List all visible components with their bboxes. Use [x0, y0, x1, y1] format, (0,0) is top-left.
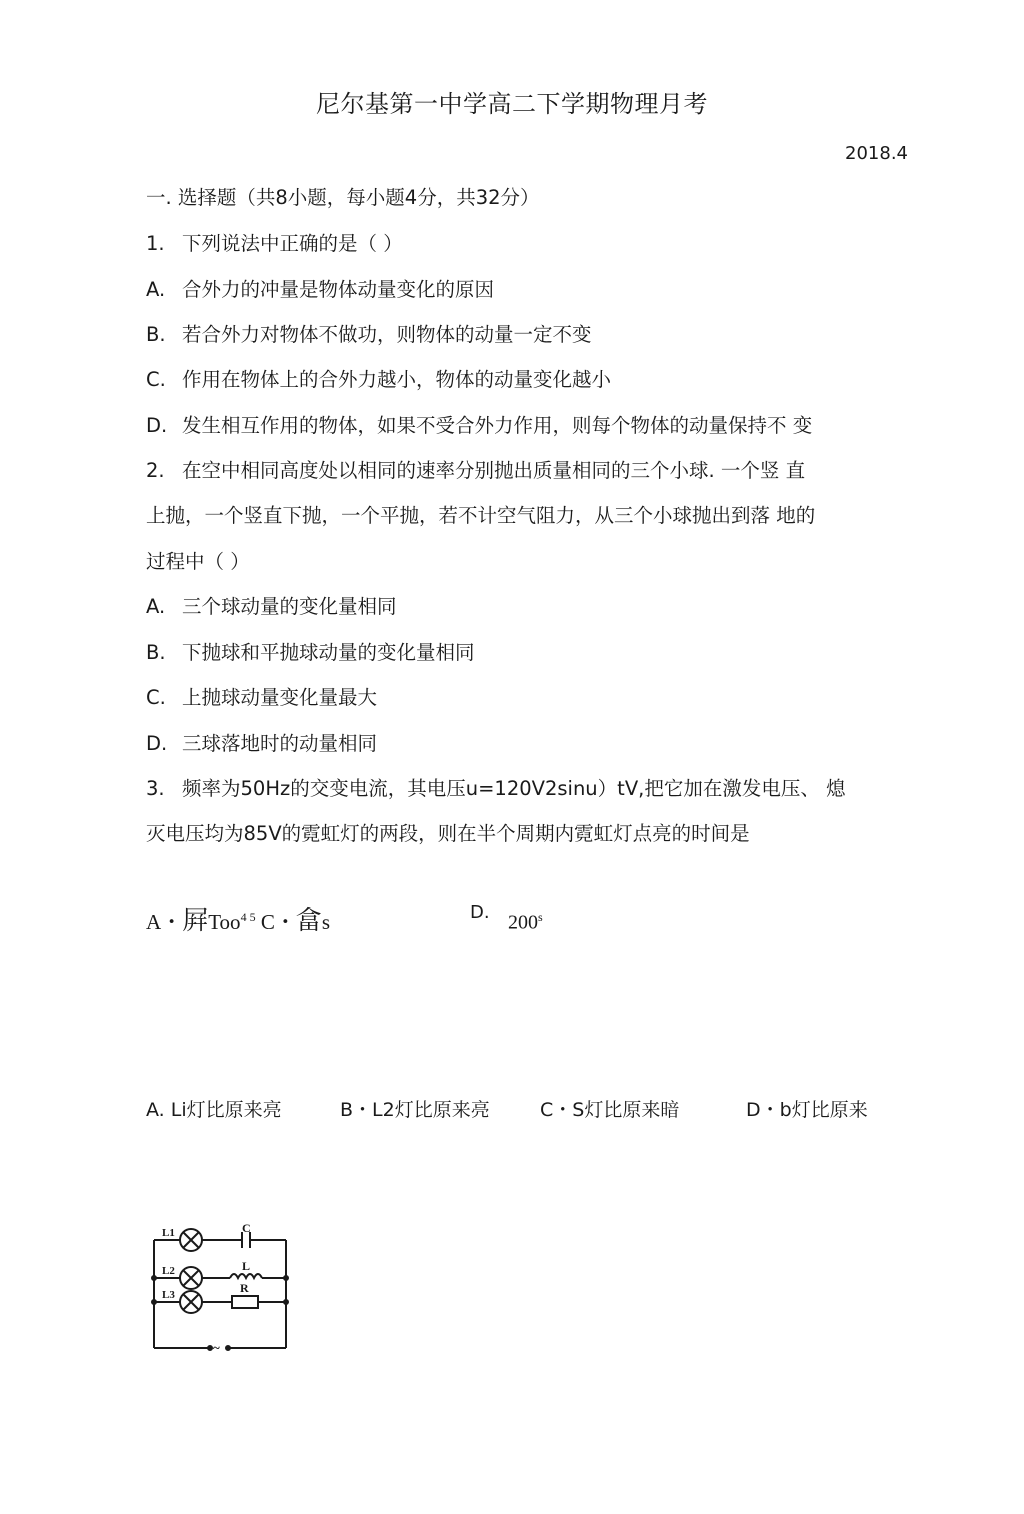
question-text: 下列说法中正确的是（ ）	[182, 232, 403, 255]
option-letter: C.	[146, 368, 166, 391]
label-l1: L1	[162, 1227, 175, 1239]
question-1-stem	[146, 228, 403, 256]
option-text: 若合外力对物体不做功，则物体的动量一定不变	[182, 323, 592, 346]
q1-option-c	[146, 364, 611, 392]
question-text: 频率为50Hz的交变电流，其电压u=120V2sinu）tV,把它加在激发电压、 熄	[182, 777, 846, 800]
question-3-stem-line-1	[146, 773, 846, 801]
option-text: 三个球动量的变化量相同	[182, 595, 397, 618]
q4-option-a: A. Li灯比原来亮	[146, 1099, 282, 1121]
option-letter: C.	[146, 686, 166, 709]
label-l3: L3	[162, 1289, 175, 1301]
option-text: 作用在物体上的合外力越小，物体的动量变化越小	[182, 368, 612, 391]
formula-d-sup: s	[538, 910, 543, 924]
q1-option-d	[146, 410, 812, 438]
q2-option-d	[146, 728, 377, 756]
circuit-diagram	[150, 1222, 290, 1354]
label-inductor: L	[242, 1259, 251, 1273]
option-letter: A.	[146, 595, 166, 618]
resistor	[232, 1296, 258, 1308]
question-2-stem-line-2: 上抛，一个竖直下抛，一个平抛，若不计空气阻力，从三个小球抛出到落 地的	[146, 504, 816, 527]
option-letter: B.	[146, 641, 166, 664]
option-text: 合外力的冲量是物体动量变化的原因	[182, 278, 495, 301]
inductor-coil	[230, 1274, 262, 1278]
q3-formula-options	[146, 900, 330, 937]
question-2-stem-line-1	[146, 455, 805, 483]
question-2-stem-line-3: 过程中（ ）	[146, 550, 250, 573]
option-text: 上抛球动量变化量最大	[182, 686, 378, 709]
lamp-l1	[180, 1229, 202, 1251]
lamp-l3	[180, 1291, 202, 1313]
option-letter: B.	[146, 323, 166, 346]
label-l2: L2	[162, 1265, 175, 1277]
q4-option-d: D・b灯比原来	[746, 1099, 868, 1121]
formula-c-sub: s	[321, 910, 331, 934]
option-letter: D.	[146, 414, 168, 437]
section-heading: 一. 选择题（共8小题，每小题4分，共32分）	[146, 186, 540, 209]
option-text: 发生相互作用的物体，如果不受合外力作用，则每个物体的动量保持不 变	[182, 414, 813, 437]
q1-option-b	[146, 319, 592, 347]
formula-a-text: Too	[208, 910, 241, 934]
formula-a-prefix: A・	[146, 910, 183, 934]
option-letter: D.	[146, 732, 168, 755]
option-text: 三球落地时的动量相同	[182, 732, 378, 755]
formula-d-letter: D.	[470, 902, 490, 923]
lamp-l2	[180, 1267, 202, 1289]
q4-option-c: C・S灯比原来暗	[540, 1099, 680, 1121]
question-text: 在空中相同高度处以相同的速率分别抛出质量相同的三个小球. 一个竖 直	[182, 459, 806, 482]
ac-source-symbol: ~	[213, 1340, 220, 1354]
formula-a-sup: 4 5	[240, 910, 256, 924]
formula-c-prefix: C・	[255, 910, 296, 934]
formula-d-text: 200	[508, 911, 538, 934]
q1-option-a	[146, 274, 494, 302]
exam-date: 2018.4	[845, 143, 908, 164]
q2-option-b	[146, 637, 475, 665]
label-capacitor: C	[242, 1222, 251, 1235]
option-text: 下抛球和平抛球动量的变化量相同	[182, 641, 475, 664]
question-number: 1.	[146, 232, 165, 255]
question-number: 2.	[146, 459, 165, 482]
question-number: 3.	[146, 777, 165, 800]
page-title: 尼尔基第一中学高二下学期物理月考	[316, 90, 708, 118]
question-3-stem-line-2: 灭电压均为85V的霓虹灯的两段，则在半个周期内霓虹灯点亮的时间是	[146, 822, 750, 845]
formula-d-value	[508, 910, 543, 935]
q4-option-b: B・L2灯比原来亮	[340, 1099, 490, 1121]
q2-option-c	[146, 682, 377, 710]
formula-c-glyph: 畣	[295, 906, 322, 935]
q2-option-a	[146, 591, 397, 619]
formula-a-glyph: 屛	[182, 906, 209, 935]
option-letter: A.	[146, 278, 166, 301]
label-resistor: R	[240, 1281, 249, 1295]
